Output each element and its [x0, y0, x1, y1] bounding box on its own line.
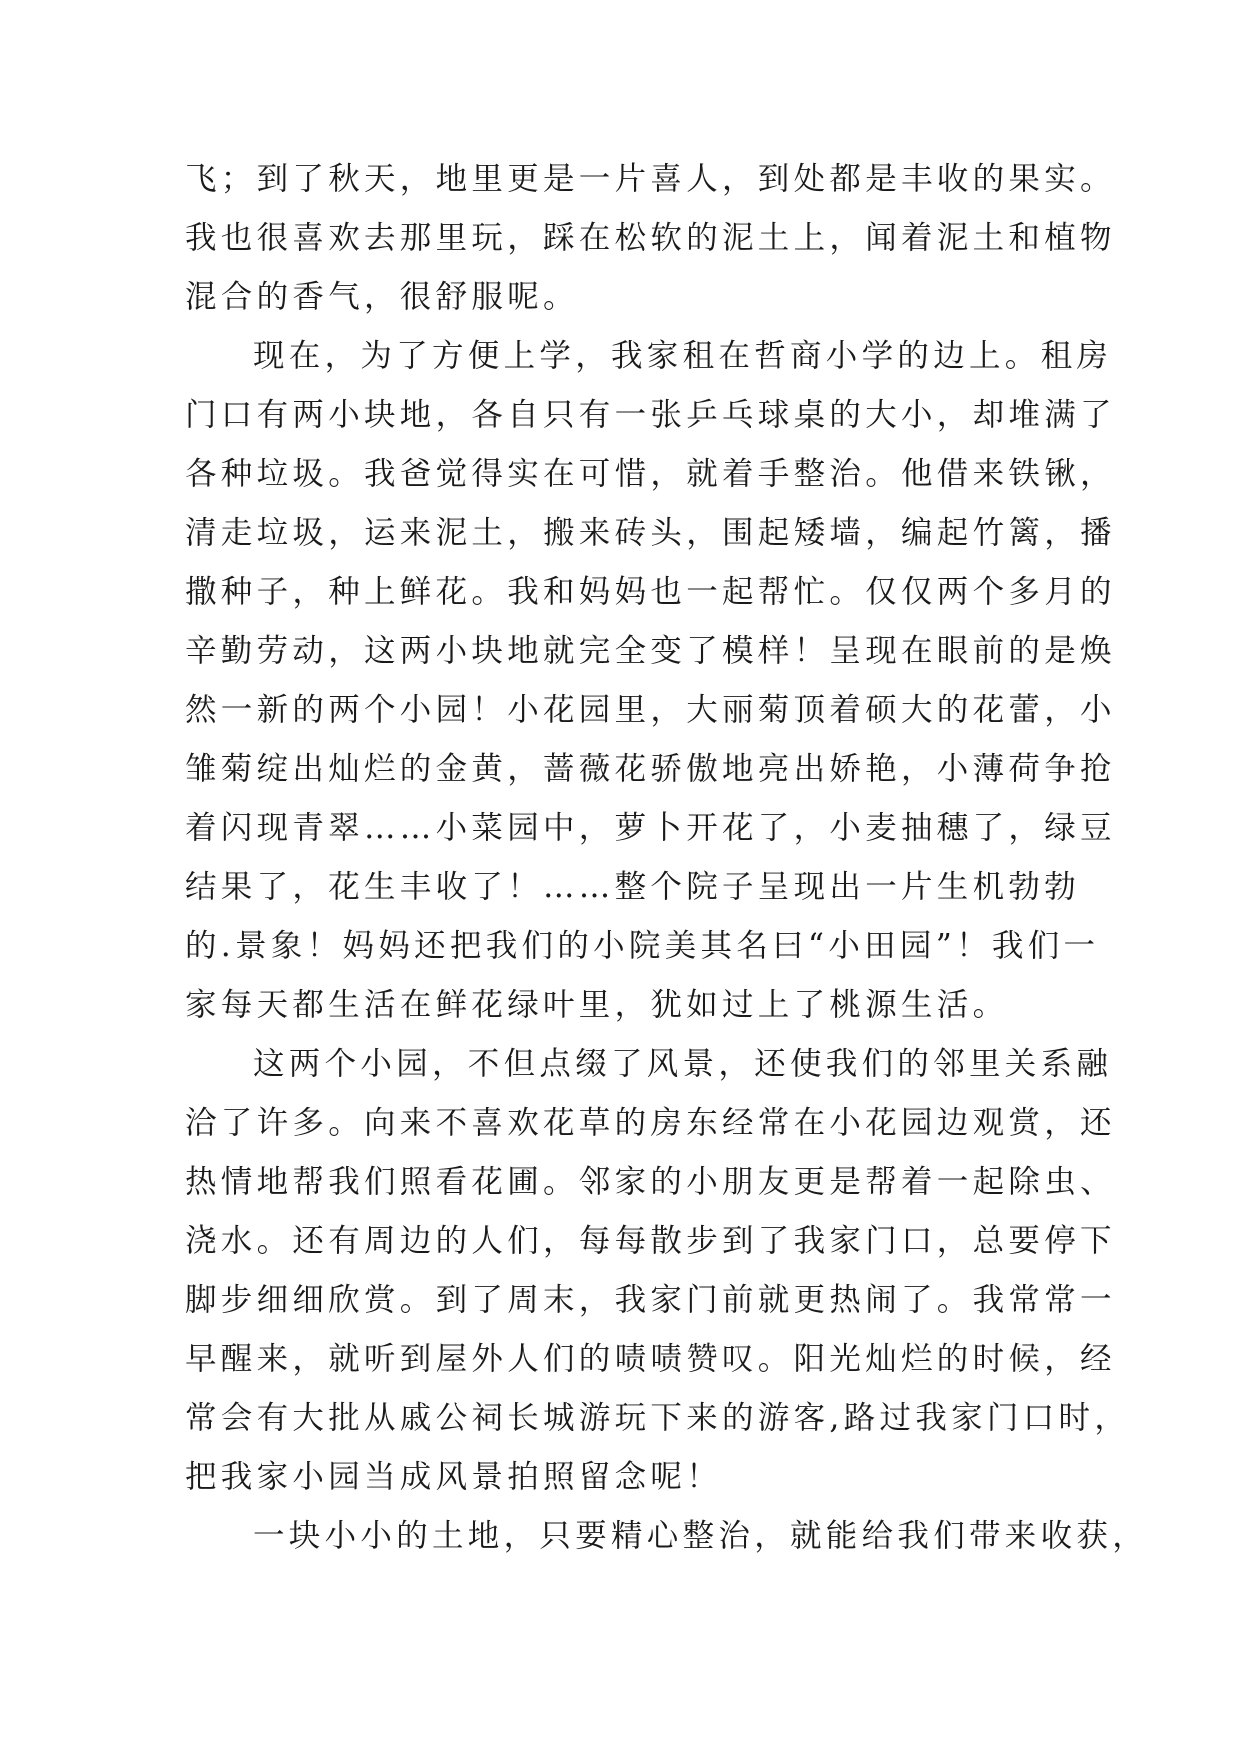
- text-line: 撒种子，种上鲜花。我和妈妈也一起帮忙。仅仅两个多月的: [185, 574, 1116, 610]
- text-line: 结果了，花生丰收了！……整个院子呈现出一片生机勃勃: [185, 869, 1081, 905]
- text-line: 混合的香气，很舒服呢。: [185, 279, 579, 315]
- document-body: [185, 150, 1149, 1566]
- text-line: 脚步细细欣赏。到了周末，我家门前就更热闹了。我常常一: [185, 1282, 1116, 1318]
- text-line: 的.景象！妈妈还把我们的小院美其名曰“小田园”！我们一: [185, 928, 1100, 964]
- text-line: 把我家小园当成风景拍照留念呢！: [185, 1459, 723, 1495]
- paragraph-first-line: 现在，为了方便上学，我家租在哲商小学的边上。租房: [253, 338, 1113, 374]
- text-line: 飞；到了秋天，地里更是一片喜人，到处都是丰收的果实。: [185, 161, 1116, 197]
- text-line: 辛勤劳动，这两小块地就完全变了模样！呈现在眼前的是焕: [185, 633, 1116, 669]
- text-line: 常会有大批从戚公祠长城游玩下来的游客,路过我家门口时，: [185, 1400, 1131, 1436]
- text-line: 然一新的两个小园！小花园里，大丽菊顶着硕大的花蕾，小: [185, 692, 1116, 728]
- text-line: 清走垃圾，运来泥土，搬来砖头，围起矮墙，编起竹篱，播: [185, 515, 1116, 551]
- text-line: 热情地帮我们照看花圃。邻家的小朋友更是帮着一起除虫、: [185, 1164, 1116, 1200]
- text-line: 门口有两小块地，各自只有一张乒乓球桌的大小，却堆满了: [185, 397, 1116, 433]
- paragraph-first-line: 一块小小的土地，只要精心整治，就能给我们带来收获，: [253, 1518, 1149, 1554]
- text-line: 家每天都生活在鲜花绿叶里，犹如过上了桃源生活。: [185, 987, 1009, 1023]
- text-line: 各种垃圾。我爸觉得实在可惜，就着手整治。他借来铁锹，: [185, 456, 1116, 492]
- text-line: 洽了许多。向来不喜欢花草的房东经常在小花园边观赏，还: [185, 1105, 1116, 1141]
- text-line: 早醒来，就听到屋外人们的啧啧赞叹。阳光灿烂的时候，经: [185, 1341, 1116, 1377]
- text-line: 浇水。还有周边的人们，每每散步到了我家门口，总要停下: [185, 1223, 1116, 1259]
- paragraph-first-line: 这两个小园，不但点缀了风景，还使我们的邻里关系融: [253, 1046, 1113, 1082]
- text-line: 雏菊绽出灿烂的金黄，蔷薇花骄傲地亮出娇艳，小薄荷争抢: [185, 751, 1116, 787]
- text-line: 着闪现青翠……小菜园中，萝卜开花了，小麦抽穗了，绿豆: [185, 810, 1116, 846]
- text-line: 我也很喜欢去那里玩，踩在松软的泥土上，闻着泥土和植物: [185, 220, 1116, 256]
